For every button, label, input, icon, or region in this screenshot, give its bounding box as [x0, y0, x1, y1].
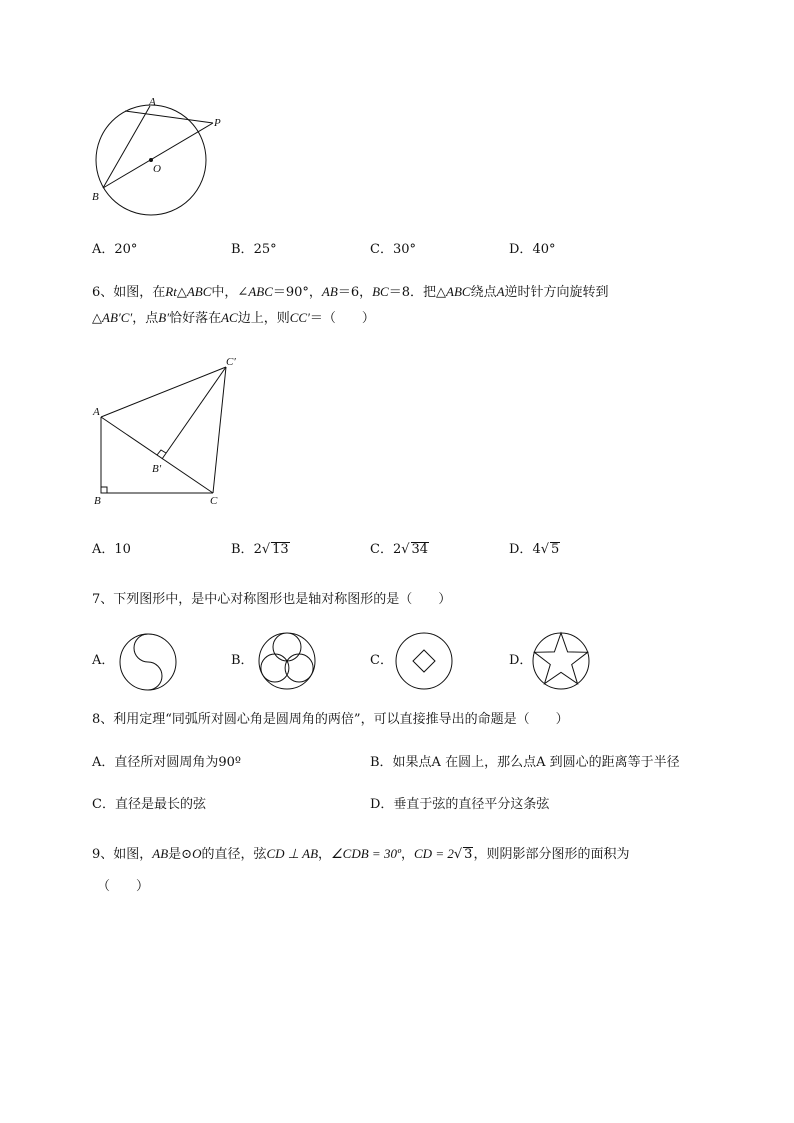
q5-option-b: B．25° [231, 242, 277, 257]
q6-option-c-sqrt: √ [401, 542, 410, 557]
q9-stem-line1: 9、如图，AB是⊙O的直径，弦CD ⊥ AB，∠CDB = 30º，CD = 2√ 3，则阴影部分图形的面积为 [92, 846, 630, 862]
q6-option-b: B．2√ 13 [231, 542, 289, 557]
q5-option-c: C．30° [370, 242, 416, 257]
q8-option-d: D．垂直于弦的直径平分这条弦 [370, 797, 550, 812]
q7-option-b-label: B． [231, 653, 254, 668]
q6-right-angle-bprime [157, 450, 166, 455]
q6-option-d: D．4√ 5 [509, 542, 560, 557]
q5-label-a: A [149, 96, 156, 108]
q8-stem: 8、利用定理“同弧所对圆心角是圆周角的两倍”，可以直接推导出的命题是（ ） [92, 712, 569, 727]
q6-side-cprime-c [213, 367, 226, 493]
q6-label-a: A [93, 406, 100, 418]
q6-option-d-sqrt: √ [540, 542, 550, 557]
q5-label-b: B [92, 191, 99, 203]
q5-chord-ab [103, 106, 150, 188]
q6-side-acprime [101, 367, 226, 417]
q8-option-b: B．如果点A 在圆上，那么点A 到圆心的距离等于半径 [370, 755, 680, 770]
q5-option-d: D．40° [509, 242, 556, 257]
q6-rotation-figure [88, 352, 248, 512]
q8-option-a: A．直径所对圆周角为90º [92, 755, 242, 770]
q6-option-c: C．2√ 34 [370, 542, 429, 557]
q7-option-d-star-figure [531, 631, 591, 691]
q9-stem-line2: （ ） [97, 879, 150, 894]
q5-center-dot [149, 158, 153, 162]
q5-circle-tangent-figure [85, 92, 235, 217]
q6-option-a: A．10 [92, 542, 131, 557]
q5-option-a: A．20° [92, 242, 138, 257]
q7-option-b-three-petal-figure [256, 630, 318, 692]
q7-option-c-label: C． [370, 653, 393, 668]
q7-option-a-taiji-figure [118, 632, 178, 692]
q7-option-d-label: D． [509, 653, 533, 668]
q8-option-c: C．直径是最长的弦 [92, 797, 206, 812]
q6-label-b: B [94, 495, 101, 507]
q7-option-c-coin-figure [394, 631, 454, 691]
q9-sqrt: √ [453, 847, 463, 862]
q5-label-o: O [153, 163, 161, 175]
q7-option-a-label: A． [92, 653, 115, 668]
q5-label-p: P [214, 117, 221, 129]
q6-side-bprime-cprime [162, 367, 226, 459]
q6-right-angle-b [101, 487, 107, 493]
q6-label-cprime: C′ [226, 356, 236, 368]
q5-diameter-bp [103, 123, 213, 188]
q6-label-bprime: B′ [152, 463, 162, 475]
q6-label-c: C [210, 495, 218, 507]
q5-tangent-line [125, 111, 213, 123]
q7-stem: 7、下列图形中，是中心对称图形也是轴对称图形的是（ ） [92, 592, 452, 607]
q6-stem-line1: 6、如图，在Rt△ABC中，∠ABC＝90°，AB＝6，BC＝8．把△ABC绕点A逆时针方向旋转到 [92, 284, 609, 300]
q6-option-b-sqrt: √ [261, 542, 271, 557]
q6-stem-line2: △AB′C′，点B′恰好落在AC边上，则CC′＝（ ） [92, 310, 375, 326]
